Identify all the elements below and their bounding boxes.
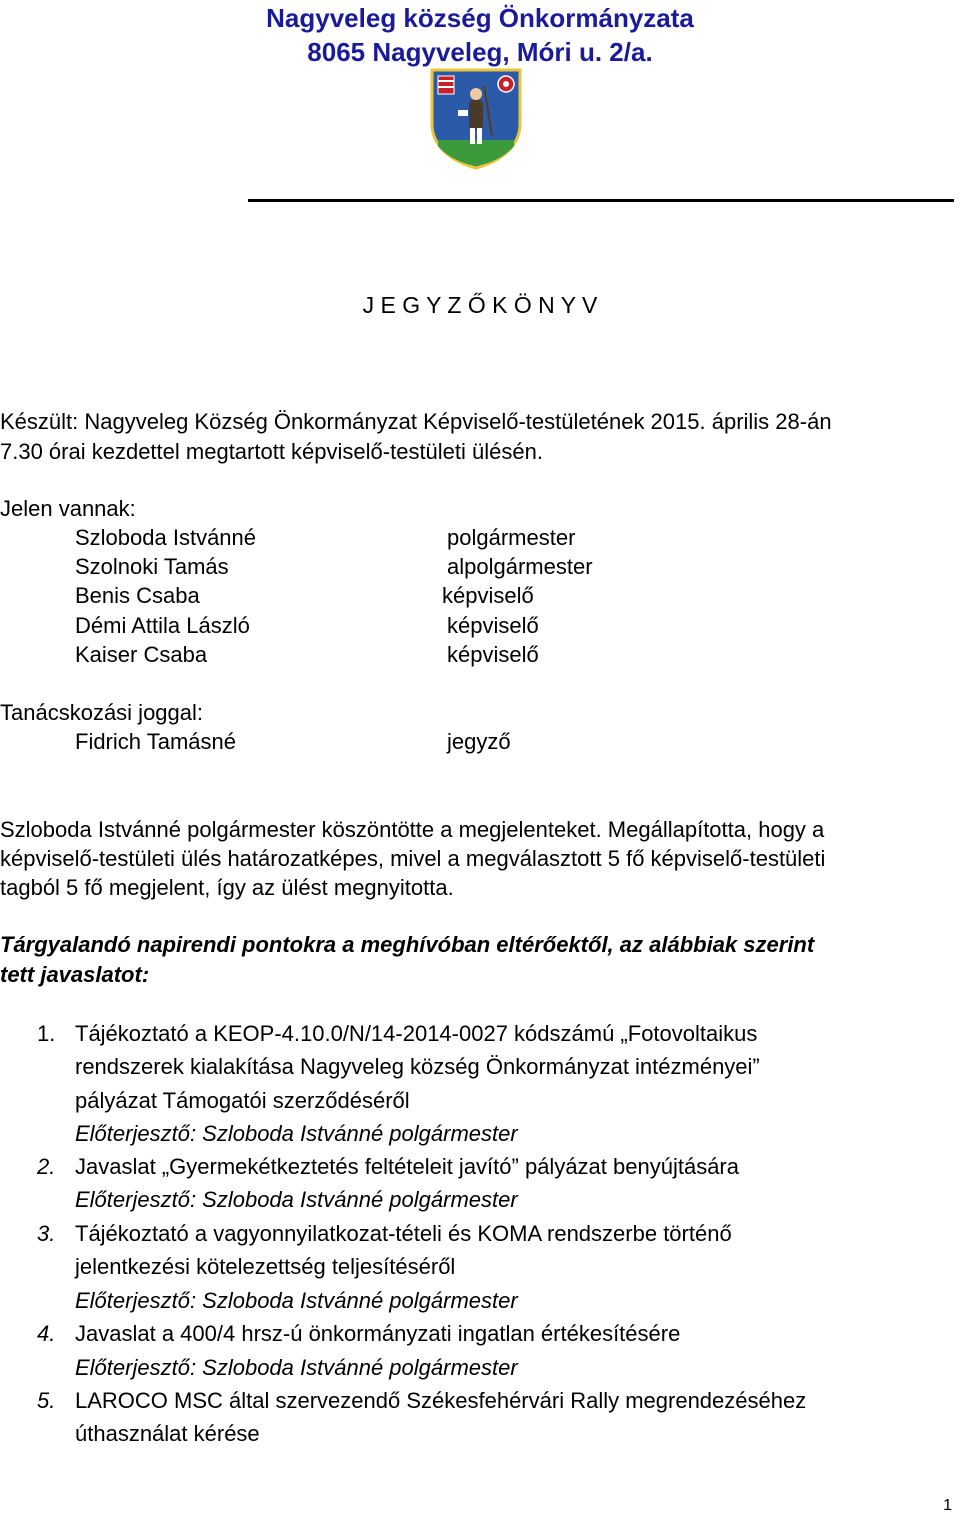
agenda-item-text: Javaslat „Gyermekétkeztetés feltételeit javító” pályázat benyújtására <box>75 1154 739 1179</box>
opening-line-1: Szloboda Istvánné polgármester köszöntötte a megjelenteket. Megállapította, hogy a <box>0 817 825 842</box>
intro-line-1: Készült: Nagyveleg Község Önkormányzat Képviselő-testületének 2015. április 28-án <box>0 409 832 434</box>
agenda-item-number: 5. <box>37 1388 56 1413</box>
agenda-heading-line-2: tett javaslatot: <box>0 962 150 987</box>
advisory-name: Fidrich Tamásné <box>75 729 236 754</box>
agenda-item-presenter: Előterjesztő: Szloboda Istvánné polgármester <box>75 1355 518 1380</box>
agenda-item-text: LAROCO MSC által szervezendő Székesfehérvári Rally megrendezéséhez <box>75 1388 807 1413</box>
document-title: J E G Y Z Ő K Ö N Y V <box>362 292 598 318</box>
agenda-item-text: pályázat Támogatói szerződéséről <box>75 1088 410 1113</box>
member-role: alpolgármester <box>447 554 593 579</box>
agenda-item-text: rendszerek kialakítása Nagyveleg község Önkormányzat intézményei” <box>75 1054 760 1079</box>
agenda-item-text: jelentkezési kötelezettség teljesítéséről <box>75 1254 456 1279</box>
present-label: Jelen vannak: <box>0 496 136 521</box>
agenda-item-number: 1. <box>37 1021 56 1046</box>
member-role: polgármester <box>447 525 576 550</box>
advisory-role: jegyző <box>447 729 511 754</box>
member-role: képviselő <box>447 642 539 667</box>
member-name: Szolnoki Tamás <box>75 554 229 579</box>
member-name: Benis Csaba <box>75 583 200 608</box>
agenda-item-presenter: Előterjesztő: Szloboda Istvánné polgármester <box>75 1121 518 1146</box>
agenda-item-text: Javaslat a 400/4 hrsz-ú önkormányzati ingatlan értékesítésére <box>75 1321 681 1346</box>
agenda-item-number: 2. <box>37 1154 56 1179</box>
coat-of-arms-icon <box>428 66 524 170</box>
agenda-item-text: Tájékoztató a KEOP-4.10.0/N/14-2014-0027 kódszámú „Fotovoltaikus <box>75 1021 758 1046</box>
agenda-item-number: 4. <box>37 1321 56 1346</box>
agenda-item-presenter: Előterjesztő: Szloboda Istvánné polgármester <box>75 1187 518 1212</box>
municipality-address: 8065 Nagyveleg, Móri u. 2/a. <box>307 37 653 67</box>
member-name: Kaiser Csaba <box>75 642 208 667</box>
agenda-item-text: úthasználat kérése <box>75 1421 260 1446</box>
intro-line-2: 7.30 órai kezdettel megtartott képviselő-testületi ülésén. <box>0 439 543 464</box>
member-name: Démi Attila László <box>75 613 250 638</box>
member-role: képviselő <box>447 613 539 638</box>
opening-line-3: tagból 5 fő megjelent, így az ülést megnyitotta. <box>0 875 454 900</box>
page-number: 1 <box>943 1497 952 1514</box>
member-name: Szloboda Istvánné <box>75 525 257 550</box>
agenda-heading-line-1: Tárgyalandó napirendi pontokra a meghívóban eltérőektől, az alábbiak szerint <box>0 932 815 957</box>
opening-line-2: képviselő-testületi ülés határozatképes, mivel a megválasztott 5 fő képviselő-testületi <box>0 846 826 871</box>
header-divider <box>248 199 954 202</box>
municipality-name: Nagyveleg község Önkormányzata <box>266 3 694 33</box>
advisory-label: Tanácskozási joggal: <box>0 700 204 725</box>
agenda-item-text: Tájékoztató a vagyonnyilatkozat-tételi és KOMA rendszerbe történő <box>75 1221 732 1246</box>
agenda-item-presenter: Előterjesztő: Szloboda Istvánné polgármester <box>75 1288 518 1313</box>
agenda-item-number: 3. <box>37 1221 56 1246</box>
member-role: képviselő <box>442 583 534 608</box>
